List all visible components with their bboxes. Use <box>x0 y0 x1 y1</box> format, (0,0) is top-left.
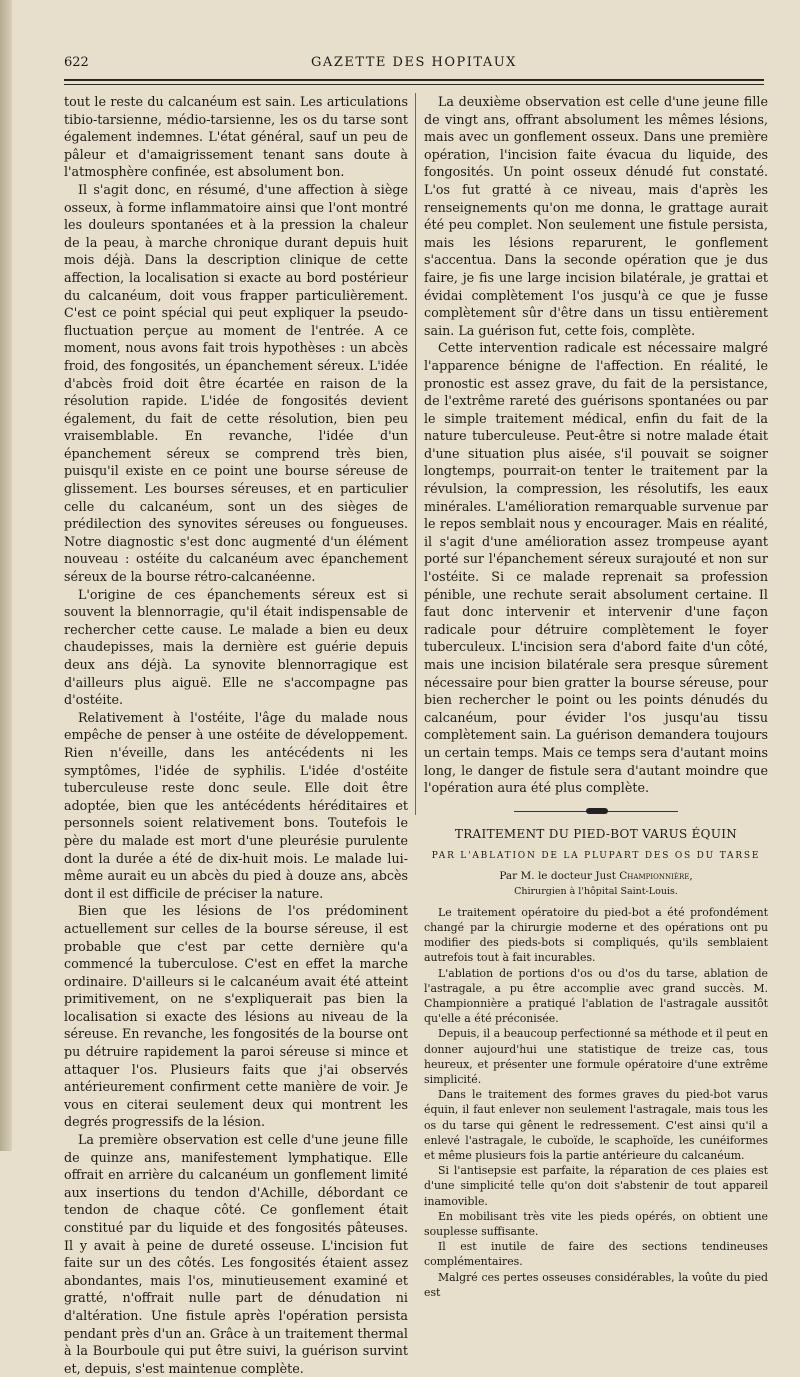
right-column <box>424 93 768 1300</box>
paragraph: Depuis, il a beaucoup perfectionné sa méthode et il peut en donner aujourd'hui une statistique de treize cas, tous heureux, et présenter une formule opératoire d'une extrême simplicité. <box>424 1027 768 1086</box>
paragraph: Si l'antisepsie est parfaite, la réparation de ces plaies est d'une simplicité telle qu'on doit s'abstenir de tout appareil inamovible. <box>424 1164 768 1208</box>
paragraph: En mobilisant très vite les pieds opérés, on obtient une souplesse suffisante. <box>424 1209 768 1239</box>
paragraph: La deuxième observation est celle d'une jeune fille de vingt ans, offrant absolument les mêmes lésions, mais avec un gonflement osseux. Dans une première opération, l'incision faite évacua du liquide, des fongosités. Un point osseux dénudé fut constaté. L'os fut gratté à ce niveau, mais d'après les renseignements qu'on me donna, le grattage aurait été peu complet. Non seulement une fistule persista, mais les lésions reparurent, le gonflement s'accentua. Dans la seconde opération que je dus faire, je fis une large incision bilatérale, je grattai et évidai complètement l'os jusqu'à ce que je fusse complètement sûr d'être dans un tissu entièrement sain. La guérison fut, cette fois, complète. <box>424 94 768 338</box>
paragraph: tout le reste du calcanéum est sain. Les articulations tibio-tarsienne, médio-tarsienne, les os du tarse sont également indemnes. L'état général, sauf un peu de pâleur et d'amaigrissement tenant sans doute à l'atmosphère confinée, est absolument bon. <box>64 94 408 180</box>
header-rule-thin <box>64 84 764 85</box>
article-subtitle: PAR L'ABLATION DE LA PLUPART DES OS DU TARSE <box>431 850 761 861</box>
byline-prefix: Par M. le docteur Just <box>499 869 620 882</box>
page-header <box>64 55 764 75</box>
paragraph: Cette intervention radicale est nécessaire malgré l'apparence bénigne de l'affection. En réalité, le pronostic est assez grave, du fait de la persistance, de l'extrême rareté des guérisons spontanées ou par le simple traitement médical, enfin du fait de la nature tuberculeuse. Peut-être si notre malade était d'une situation plus aisée, s'il pouvait se soigner longtemps, pourrait-on tenter le traitement par la révulsion, la compression, les résolutifs, les eaux minérales. L'amélioration remarquable survenue par le repos semblait nous y encourager. Mais en réalité, il s'agit d'une amélioration assez trompeuse ayant porté sur l'épanchement séreux surajouté et non sur l'ostéite. Si ce malade reprenait sa profession pénible, une rechute serait absolument certaine. Il faut donc intervenir et intervenir d'une façon radicale pour détruire complètement le foyer tuberculeux. L'incision sera d'abord faite d'un côté, mais une incision bilatérale sera presque sûrement nécessaire pour bien gratter la bourse séreuse, pour bien rechercher le point ou les points dénudés du calcanéum, pour évider l'os jusqu'au tissu complètement sain. La guérison demandera toujours un certain temps. Mais ce temps sera d'autant moins long, le danger de fistule sera d'autant moindre que l'opération aura été plus complète. <box>424 340 768 796</box>
article-byline <box>424 870 768 882</box>
paragraph: Il est inutile de faire des sections tendineuses complémentaires. <box>424 1240 768 1269</box>
ornament-center <box>586 808 608 814</box>
page-number: 622 <box>64 55 89 70</box>
paragraph: L'ablation de portions d'os ou d'os du tarse, ablation de l'astragale, a pu être accomplie avec grand succès. M. Championnière a pratiqué l'ablation de l'astragale aussitôt qu'elle a été préconisée. <box>424 966 768 1026</box>
article-title: TRAITEMENT DU PIED-BOT VARUS ÉQUIN <box>454 826 738 841</box>
paragraph: L'origine de ces épanchements séreux est si souvent la blennorragie, qu'il était indispensable de rechercher cette cause. Le malade a bien eu deux chaudepisses, mais la dernière est guérie depuis deux ans déjà. La synovite blennorragique est d'ailleurs plus aiguë. Elle ne s'accompagne pas d'ostéite. <box>64 586 408 708</box>
paragraph: Dans le traitement des formes graves du pied-bot varus équin, il faut enlever non seulement l'astragale, mais tous les os du tarse qui gênent le redressement. C'est ainsi qu'il a enlevé l'astragale, le cuboïde, le scaphoïde, les cunéiformes et même plusieurs fois la partie antérieure du calcanéum. <box>424 1088 768 1162</box>
author-affiliation: Chirurgien à l'hôpital Saint-Louis. <box>514 885 678 897</box>
column-separator <box>415 93 416 815</box>
paragraph: Malgré ces pertes osseuses considérables, la voûte du pied est <box>424 1270 768 1299</box>
paragraph: Le traitement opératoire du pied-bot a été profondément changé par la chirurgie moderne et des opérations ont pu modifier des pieds-bots si compliqués, qu'ils semblaient autrefois tout à fait incurables. <box>424 905 768 965</box>
byline-author: Championnière, <box>619 869 693 882</box>
article-body <box>424 905 768 1300</box>
section-ornament <box>424 805 768 817</box>
paragraph: La première observation est celle d'une jeune fille de quinze ans, manifestement lymphatique. Elle offrait en arrière du calcanéum un gonflement limité aux insertions du tendon d'Achille, débordant ce tendon de chaque côté. Ce gonflement était constitué par du liquide et des fongosités pâteuses. Il y avait à peine de dureté osseuse. L'incision fut faite sur un des côtés. Les fongosités étaient assez abondantes, mais l'os, minutieusement examiné et gratté, n'offrait nulle part de dénudation ni d'altération. Une fistule après l'opération persista pendant près d'un an. Grâce à un traitement thermal à la Bourboule qui put être suivi, la guérison survint et, depuis, s'est maintenue complète. <box>64 1132 408 1376</box>
paragraph: Relativement à l'ostéite, l'âge du malade nous empêche de penser à une ostéite de développement. Rien n'éveille, dans les antécédents ni les symptômes, l'idée de syphilis. L'idée d'ostéite tuberculeuse reste donc seule. Elle doit être adoptée, bien que les antécédents héréditaires et personnels soient relativement bons. Toutefois le père du malade est mort d'une pleurésie purulente dont la durée a été de dix-huit mois. Le malade lui-même aurait eu un abcès du pied à douze ans, abcès dont il est difficile de préciser la nature. <box>64 709 408 901</box>
page-spine-shadow <box>0 0 12 1151</box>
left-column <box>64 93 408 1377</box>
paragraph: Bien que les lésions de l'os prédominent actuellement sur celles de la bourse séreuse, il est probable que c'est par cette dernière qu'a commencé la tuberculose. C'est en effet la marche ordinaire. D'ailleurs si le calcanéum avait été atteint primitivement, on ne s'expliquerait pas bien la localisation si exacte des lésions au niveau de la séreuse. En revanche, les fongosités de la bourse ont pu détruire rapidement la paroi séreuse si mince et attaquer l'os. Plusieurs faits que j'ai observés antérieurement confirment cette manière de voir. Je vous en citerai seulement deux qui montrent les degrés progressifs de la lésion. <box>64 903 408 1130</box>
journal-title: GAZETTE DES HOPITAUX <box>311 55 517 70</box>
paragraph: Il s'agit donc, en résumé, d'une affection à siège osseux, à forme inflammatoire ainsi que l'ont montré les douleurs spontanées et à la pression la chaleur de la peau, à marche chronique durant depuis huit mois déjà. Dans la description clinique de cette affection, la localisation si exacte au bord postérieur du calcanéum, doit vous frapper particulièrement. C'est ce point spécial qui peut expliquer la pseudo-fluctuation perçue au moment de l'entrée. A ce moment, nous avons fait trois hypothèses : un abcès froid, des fongosités, un épanchement séreux. L'idée d'abcès froid doit être écartée en raison de la résolution rapide. L'idée de fongosités devient également, du fait de cette résolution, bien peu vraisemblable. En revanche, l'idée d'un épanchement séreux se comprend très bien, puisqu'il existe en ce point une bourse séreuse de glissement. Les bourses séreuses, et en particulier celle du calcanéum, sont un des sièges de prédilection des synovites séreuses ou fongueuses. Notre diagnostic s'est donc augmenté d'un élément nouveau : ostéite du calcanéum avec épanchement séreux de la bourse rétro-calcanéenne. <box>64 181 408 585</box>
header-rule-thick <box>64 79 764 81</box>
